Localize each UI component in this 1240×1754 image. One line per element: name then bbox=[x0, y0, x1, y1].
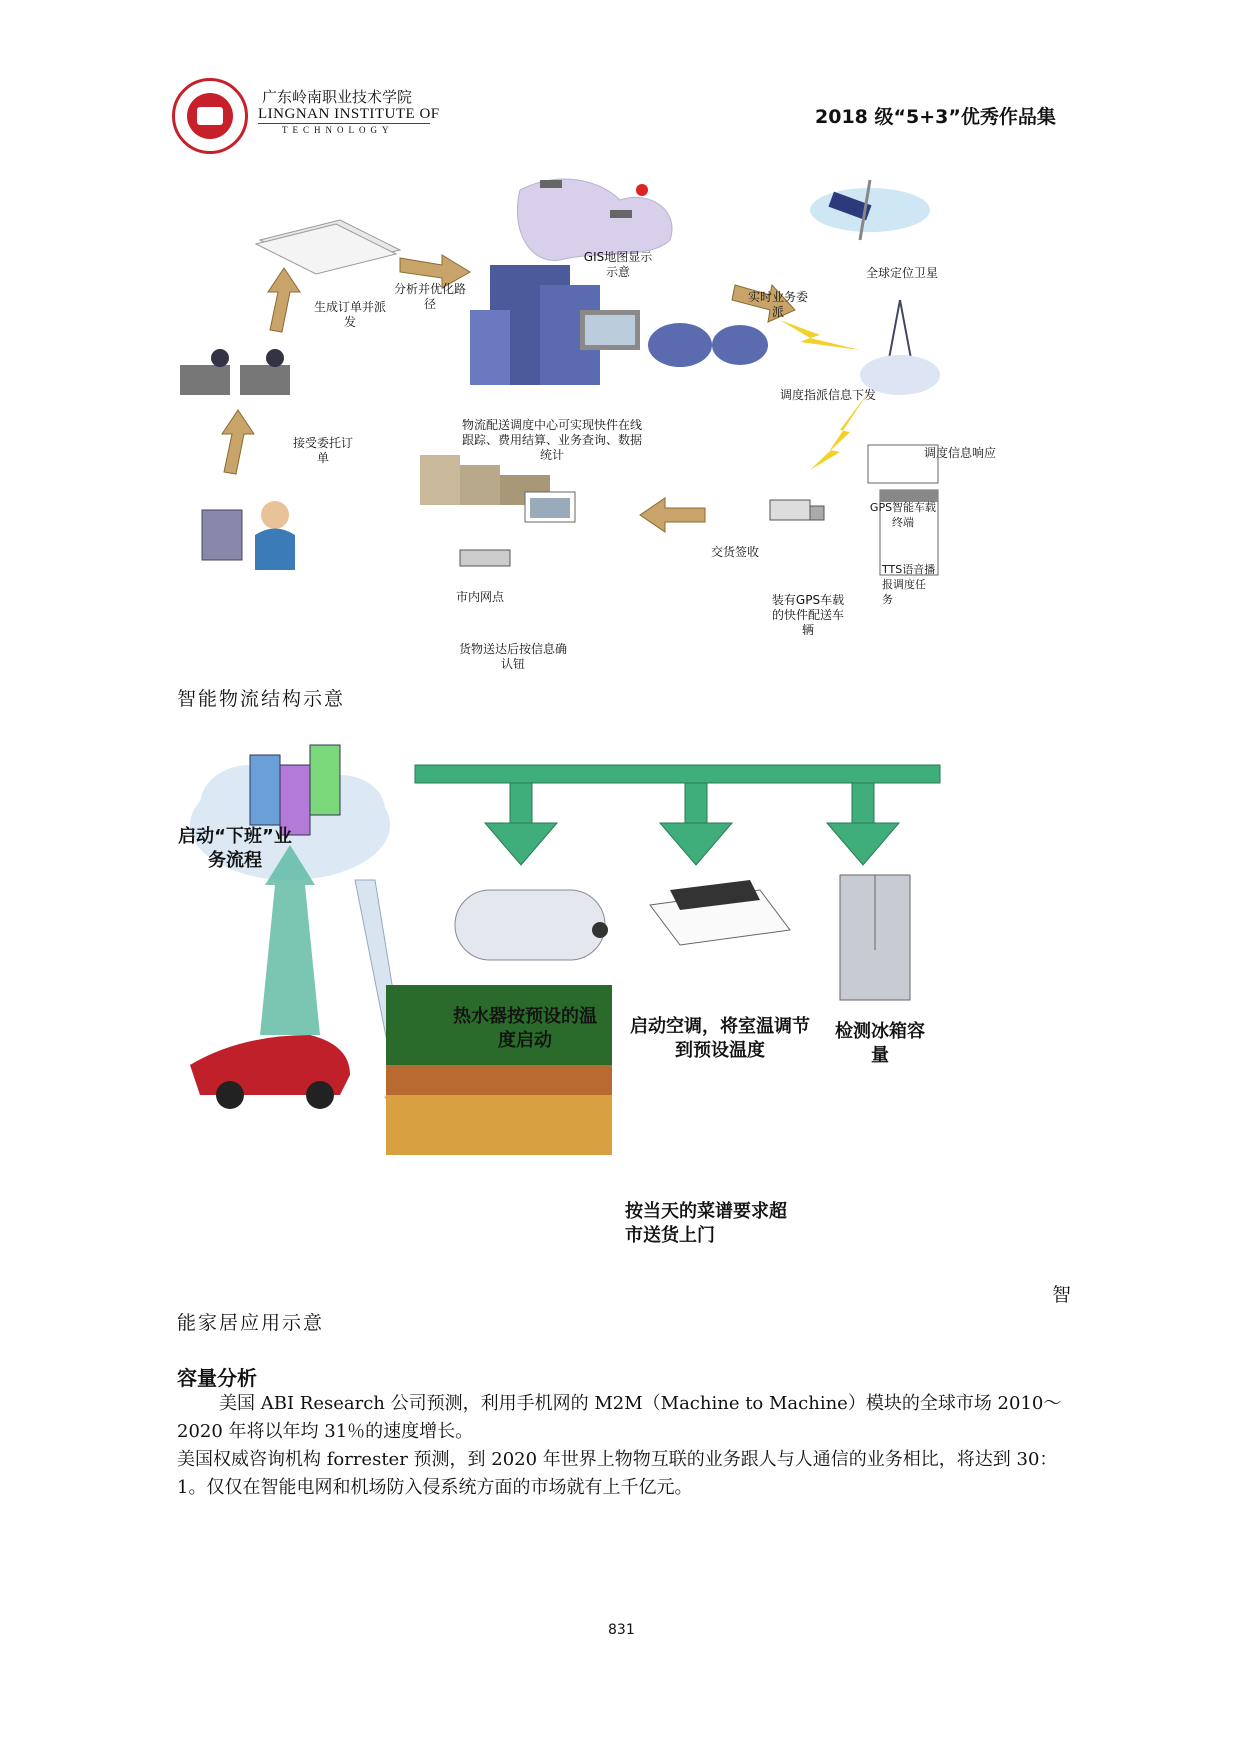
label-tts: TTS语音播报调度任务 bbox=[882, 563, 936, 606]
page-number: 831 bbox=[608, 1622, 635, 1638]
label-analyze-route: 分析并优化路径 bbox=[393, 282, 466, 311]
label-gis-map: GIS地图显示示意 bbox=[583, 250, 653, 279]
school-name-en: LINGNAN INSTITUTE OF bbox=[258, 106, 440, 122]
smart-home-diagram bbox=[180, 735, 1060, 1285]
logistics-diagram bbox=[180, 170, 1060, 670]
label-air-conditioner: 启动空调，将室温调节到预设温度 bbox=[630, 1016, 810, 1061]
satellite-icon bbox=[810, 180, 930, 240]
gis-map-icon bbox=[517, 179, 672, 260]
cell-tower-icon bbox=[860, 300, 940, 395]
label-water-heater: 热水器按预设的温度启动 bbox=[453, 1006, 597, 1051]
sports-car-icon bbox=[190, 1035, 350, 1109]
label-delivery-sign: 交货签收 bbox=[710, 545, 759, 559]
section-heading: 容量分析 bbox=[177, 1366, 257, 1390]
label-generate-order: 生成订单并派发 bbox=[313, 300, 386, 329]
label-accept-order: 接受委托订单 bbox=[292, 436, 353, 465]
label-fridge: 检测冰箱容量 bbox=[835, 1021, 925, 1066]
label-realtime-dispatch: 实时业务委派 bbox=[748, 290, 809, 319]
customer-phone-icon bbox=[202, 501, 295, 570]
header-divider bbox=[258, 123, 430, 124]
water-heater-icon bbox=[455, 890, 608, 960]
distribution-arrows bbox=[415, 765, 940, 865]
label-gps-vehicle: 装有GPS车载的快件配送车辆 bbox=[771, 593, 845, 637]
smart-home-graphics bbox=[180, 735, 1060, 1285]
delivery-truck-icon bbox=[770, 500, 824, 520]
label-dispatch-info: 调度指派信息下发 bbox=[779, 388, 876, 402]
label-supermarket: 按当天的菜谱要求超市送货上门 bbox=[625, 1201, 787, 1246]
operators-icon bbox=[180, 349, 290, 395]
school-logo bbox=[172, 78, 248, 154]
order-document-icon bbox=[256, 220, 400, 274]
school-name-cn: 广东岭南职业技术学院 bbox=[262, 88, 413, 106]
paragraph-2: 美国权威咨询机构 forrester 预测，到 2020 年世界上物物互联的业务跟人与人通信的业务相比，将达到 30：1。仅仅在智能电网和机场防入侵系统方面的市场就有上千亿元。 bbox=[177, 1449, 1058, 1498]
figure2-caption-start: 智 bbox=[1052, 1284, 1072, 1306]
label-city-outlet: 市内网点 bbox=[455, 590, 504, 604]
label-dispatch-response: 调度信息响应 bbox=[923, 446, 996, 460]
label-start-flow: 启动“下班”业务流程 bbox=[178, 826, 292, 871]
collection-title: 2018 级“5+3”优秀作品集 bbox=[815, 106, 1056, 128]
figure2-caption: 能家居应用示意 bbox=[177, 1312, 325, 1334]
label-confirm-button: 货物送达后按信息确认钮 bbox=[458, 642, 567, 671]
air-conditioner-icon bbox=[650, 880, 790, 945]
paragraph-1: 美国 ABI Research 公司预测，利用手机网的 M2M（Machine to Machine）模块的全球市场 2010～2020 年将以年均 31％的速度增长。 bbox=[177, 1393, 1062, 1442]
label-satellite: 全球定位卫星 bbox=[865, 266, 938, 280]
label-gps-terminal: GPS智能车载终端 bbox=[869, 501, 937, 529]
figure1-caption: 智能物流结构示意 bbox=[177, 688, 346, 710]
city-outlet-icon bbox=[420, 455, 575, 522]
school-name-en-2: TECHNOLOGY bbox=[282, 125, 394, 135]
label-dispatch-center: 物流配送调度中心可实现快件在线跟踪、费用结算、业务查询、数据统计 bbox=[462, 418, 643, 462]
small-truck-icon bbox=[460, 550, 510, 566]
dispatch-center-icon bbox=[470, 265, 768, 385]
fridge-icon bbox=[840, 875, 910, 1000]
